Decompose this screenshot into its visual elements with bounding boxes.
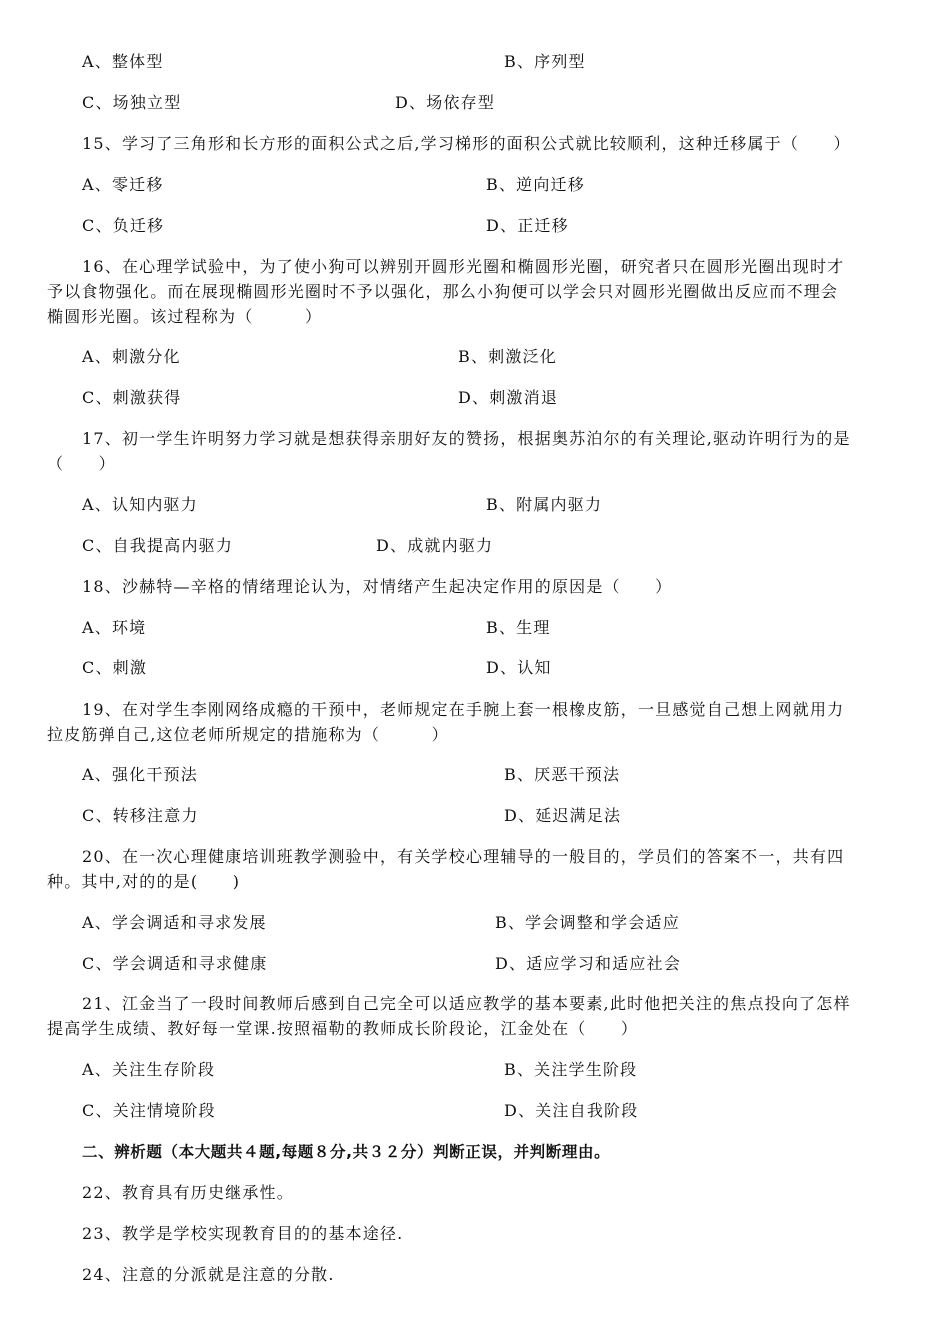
q15-option-b: B、逆向迁移 bbox=[486, 175, 585, 194]
q19-option-a: A、强化干预法 bbox=[82, 765, 198, 784]
q17-option-d: D、成就内驱力 bbox=[376, 536, 494, 555]
q16-option-c: C、刺激获得 bbox=[82, 388, 182, 407]
q21-option-b: B、关注学生阶段 bbox=[504, 1060, 638, 1079]
q20-option-c: C、学会调适和寻求健康 bbox=[82, 954, 268, 973]
q21-option-d: D、关注自我阶段 bbox=[504, 1101, 639, 1120]
q20-stem-line1: 20、在一次心理健康培训班教学测验中，有关学校心理辅导的一般目的，学员们的答案不一，共有四 bbox=[82, 847, 845, 866]
q24-statement: 24、注意的分派就是注意的分散. bbox=[82, 1265, 335, 1284]
q14-option-d: D、场依存型 bbox=[395, 93, 496, 112]
q14-option-a: A、整体型 bbox=[82, 52, 164, 71]
q18-option-c: C、刺激 bbox=[82, 658, 148, 677]
q17-stem-line2: （ ） bbox=[47, 454, 116, 473]
q19-option-d: D、延迟满足法 bbox=[504, 806, 622, 825]
q17-option-b: B、附属内驱力 bbox=[486, 495, 603, 514]
q16-stem-line2: 予以食物强化。而在展现椭圆形光圈时不予以强化，那么小狗便可以学会只对圆形光圈做出反应而不理会 bbox=[47, 282, 839, 301]
q23-statement: 23、教学是学校实现教育目的的基本途径. bbox=[82, 1224, 404, 1243]
q16-option-b: B、刺激泛化 bbox=[458, 347, 557, 366]
q20-option-a: A、学会调适和寻求发展 bbox=[82, 913, 267, 932]
q19-stem-line2: 拉皮筋弹自己,这位老师所规定的措施称为（ ） bbox=[47, 725, 449, 744]
q20-option-b: B、学会调整和学会适应 bbox=[495, 913, 680, 932]
q14-option-b: B、序列型 bbox=[504, 52, 586, 71]
q15-option-a: A、零迁移 bbox=[82, 175, 164, 194]
q20-stem-line2: 种。其中,对的的是( ) bbox=[47, 872, 241, 891]
q19-option-c: C、转移注意力 bbox=[82, 806, 199, 825]
q18-option-a: A、环境 bbox=[82, 618, 147, 637]
q15-option-c: C、负迁移 bbox=[82, 216, 165, 235]
q15-stem: 15、学习了三角形和长方形的面积公式之后,学习梯形的面积公式就比较顺利，这种迁移属于（ ） bbox=[82, 134, 851, 153]
q19-stem-line1: 19、在对学生李刚网络成瘾的干预中，老师规定在手腕上套一根橡皮筋，一旦感觉自己想上网就用力 bbox=[82, 700, 845, 719]
q17-option-c: C、自我提高内驱力 bbox=[82, 536, 234, 555]
q14-option-c: C、场独立型 bbox=[82, 93, 182, 112]
q20-option-d: D、适应学习和适应社会 bbox=[495, 954, 682, 973]
q19-option-b: B、厌恶干预法 bbox=[504, 765, 621, 784]
q18-option-b: B、生理 bbox=[486, 618, 551, 637]
q17-option-a: A、认知内驱力 bbox=[82, 495, 198, 514]
q18-option-d: D、认知 bbox=[486, 658, 552, 677]
q21-stem-line1: 21、江金当了一段时间教师后感到自己完全可以适应教学的基本要素,此时他把关注的焦点投向了怎样 bbox=[82, 994, 851, 1013]
q21-stem-line2: 提高学生成绩、教好每一堂课.按照福勒的教师成长阶段论，江金处在（ ） bbox=[47, 1019, 639, 1038]
q16-option-d: D、刺激消退 bbox=[458, 388, 559, 407]
section-heading: 二、辨析题（本大题共４题,每题８分,共３２分）判断正误，并判断理由。 bbox=[82, 1143, 611, 1161]
q15-option-d: D、正迁移 bbox=[486, 216, 569, 235]
q18-stem: 18、沙赫特—辛格的情绪理论认为，对情绪产生起决定作用的原因是（ ） bbox=[82, 577, 673, 596]
q17-stem-line1: 17、初一学生许明努力学习就是想获得亲朋好友的赞扬，根据奥苏泊尔的有关理论,驱动许明行为的是 bbox=[82, 429, 851, 448]
q16-option-a: A、刺激分化 bbox=[82, 347, 181, 366]
q16-stem-line3: 椭圆形光圈。该过程称为（ ） bbox=[47, 307, 323, 326]
q21-option-c: C、关注情境阶段 bbox=[82, 1101, 216, 1120]
q22-statement: 22、教育具有历史继承性。 bbox=[82, 1183, 294, 1202]
q21-option-a: A、关注生存阶段 bbox=[82, 1060, 216, 1079]
q16-stem-line1: 16、在心理学试验中，为了使小狗可以辨别开圆形光圈和椭圆形光圈，研究者只在圆形光圈出现时才 bbox=[82, 257, 845, 276]
